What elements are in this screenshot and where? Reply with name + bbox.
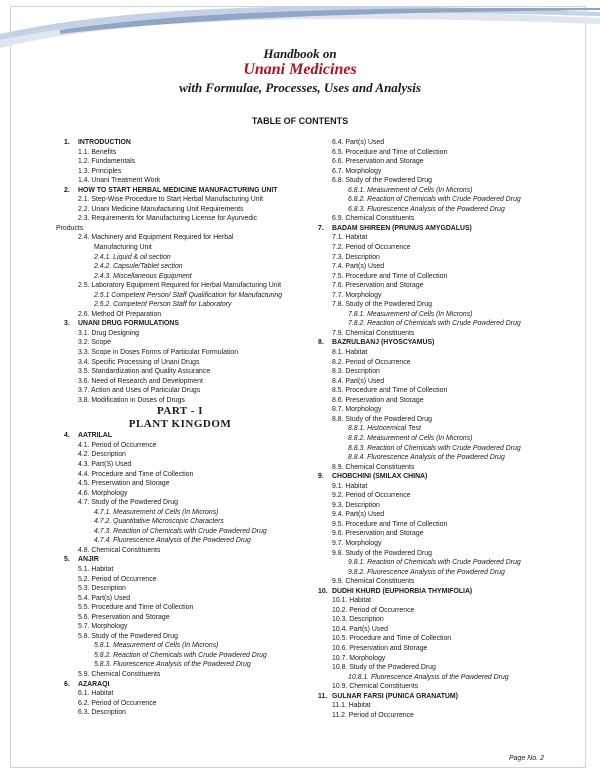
- toc-section[interactable]: 5.8. Study of the Powdered Drug: [78, 632, 178, 640]
- toc-section[interactable]: 2.2. Unani Medicine Manufacturing Unit Requirements: [78, 205, 244, 213]
- toc-section[interactable]: 10.2. Period of Occurrence: [332, 606, 415, 614]
- toc-section[interactable]: 10.6. Preservation and Storage: [332, 644, 428, 652]
- toc-chapter-title: AZARAQI: [78, 680, 110, 688]
- toc-chapter[interactable]: [310, 587, 568, 597]
- toc-section[interactable]: 10.7. Morphology: [332, 654, 386, 662]
- toc-section[interactable]: 9.9. Chemical Constituents: [332, 578, 415, 586]
- toc-section[interactable]: 7.3. Description: [332, 253, 380, 261]
- toc-section[interactable]: 1.2. Fundamentals: [78, 158, 136, 166]
- toc-section[interactable]: 10.4. Part(s) Used: [332, 625, 388, 633]
- toc-chapter-title: ANJIR: [78, 556, 99, 564]
- toc-section[interactable]: 7.4. Part(s) Used: [332, 263, 385, 271]
- toc-section[interactable]: 9.6. Preservation and Storage: [332, 530, 424, 538]
- toc-subsection[interactable]: 5.8.3. Fluorescence Analysis of the Powdered Drug: [94, 661, 251, 669]
- toc-subsection[interactable]: 5.8.2. Reaction of Chemicals with Crude Powdered Drug: [94, 651, 267, 659]
- toc-section[interactable]: 3.1. Drug Designing: [78, 329, 139, 337]
- part-heading: PART - I: [157, 405, 203, 418]
- toc-section[interactable]: 6.1. Habitat: [78, 690, 114, 698]
- toc-section[interactable]: 8.1. Habitat: [332, 349, 368, 357]
- toc-section[interactable]: 5.6. Preservation and Storage: [78, 613, 170, 621]
- toc-subsection[interactable]: 6.8.3. Fluorescence Analysis of the Powdered Drug: [348, 205, 505, 213]
- toc-chapter-title: AATRILAL: [78, 432, 112, 440]
- toc-chapter-title: DUDHI KHURD (EUPHORBIA THYMIFOLIA): [332, 587, 473, 595]
- toc-section[interactable]: 7.8. Study of the Powdered Drug: [332, 301, 432, 309]
- toc-section[interactable]: 4.8. Chemical Constituents: [78, 546, 161, 554]
- toc-section[interactable]: 5.5. Procedure and Time of Collection: [78, 604, 194, 612]
- toc-subsection[interactable]: 6.8.1. Measurement of Cells (In Microns): [348, 186, 473, 194]
- toc-chapter-number: 9.: [318, 473, 324, 481]
- toc-section[interactable]: 4.3. Part(S) Used: [78, 460, 132, 468]
- toc-section[interactable]: 4.7. Study of the Powdered Drug: [78, 499, 178, 507]
- toc-chapter-number: 7.: [318, 224, 324, 232]
- toc-section[interactable]: 10.3. Description: [332, 616, 384, 624]
- toc-chapter-number: 4.: [64, 432, 70, 440]
- toc-chapter[interactable]: [310, 472, 568, 482]
- toc-section[interactable]: 9.8. Study of the Powdered Drug: [332, 549, 432, 557]
- toc-section[interactable]: 5.4. Part(s) Used: [78, 594, 131, 602]
- toc-section[interactable]: 9.1. Habitat: [332, 482, 368, 490]
- toc-section[interactable]: 9.4. Part(s) Used: [332, 511, 385, 519]
- toc-chapter-number: 2.: [64, 186, 70, 194]
- toc-section[interactable]: 4.6. Morphology: [78, 489, 128, 497]
- toc-section[interactable]: 2.5. Laboratory Equipment Required for Herbal Manufacturing Unit: [78, 282, 282, 290]
- toc-section[interactable]: 3.2. Scope: [78, 339, 111, 347]
- toc-chapter-number: 5.: [64, 556, 70, 564]
- toc-chapter-number: 1.: [64, 139, 70, 146]
- toc-chapter-number: 6.: [64, 680, 70, 688]
- toc-section[interactable]: 11.1. Habitat: [332, 702, 371, 710]
- toc-chapter-number: 8.: [318, 339, 324, 347]
- toc-chapter[interactable]: [56, 138, 304, 148]
- toc-section[interactable]: 6.2. Period of Occurrence: [78, 699, 157, 707]
- toc-right-column: [310, 138, 568, 720]
- toc-section[interactable]: 7.5. Procedure and Time of Collection: [332, 272, 448, 280]
- toc-section[interactable]: 4.2. Description: [78, 451, 126, 459]
- toc-chapter[interactable]: [56, 319, 304, 329]
- toc-subsection[interactable]: 8.8.4. Fluorescence Analysis of the Powdered Drug: [348, 454, 505, 462]
- toc-section[interactable]: 10.1. Habitat: [332, 597, 372, 605]
- toc-section[interactable]: 6.7. Morphology: [332, 167, 382, 175]
- toc-subsection[interactable]: 10.8.1. Fluorescence Analysis of the Powdered Drug: [348, 673, 509, 681]
- toc-section[interactable]: 8.3. Description: [332, 368, 380, 376]
- toc-chapter-title: BADAM SHIREEN (PRUNUS AMYGDALUS): [332, 224, 472, 232]
- toc-subsection[interactable]: 8.8.1. Histocemical Test: [348, 425, 421, 433]
- toc-section[interactable]: 4.1. Period of Occurrence: [78, 441, 157, 449]
- toc-section[interactable]: 9.3. Description: [332, 501, 380, 509]
- toc-section[interactable]: 9.7. Morphology: [332, 539, 382, 547]
- toc-section[interactable]: 7.2. Period of Occurrence: [332, 244, 411, 252]
- toc-section[interactable]: 5.3. Description: [78, 585, 126, 593]
- toc-section[interactable]: 1.4. Unani Treatment Work: [78, 177, 161, 185]
- toc-chapter-number: 3.: [64, 320, 70, 328]
- toc-section[interactable]: 5.2. Period of Occurrence: [78, 575, 157, 583]
- toc-chapter[interactable]: [310, 224, 568, 234]
- toc-heading: TABLE OF CONTENTS: [251, 116, 349, 126]
- toc-chapter-title: BAZRULBANJ (HYOSCYAMUS): [332, 339, 435, 347]
- toc-section[interactable]: 5.9. Chemical Constituents: [78, 670, 161, 678]
- toc-subsection[interactable]: 9.8.2. Fluorescence Analysis of the Powdered Drug: [348, 568, 505, 576]
- toc-section[interactable]: 9.5. Procedure and Time of Collection: [332, 520, 448, 528]
- page-number: Page No. 2: [508, 755, 544, 762]
- toc-chapter[interactable]: [56, 431, 304, 441]
- toc-chapter[interactable]: [310, 338, 568, 348]
- toc-left-column: [56, 138, 304, 718]
- toc-section-continuation[interactable]: Products: [56, 224, 84, 232]
- toc-subsection[interactable]: 6.8.2. Reaction of Chemicals with Crude Powdered Drug: [348, 196, 521, 204]
- toc-subsection[interactable]: 9.8.1. Reaction of Chemicals with Crude Powdered Drug: [348, 559, 521, 567]
- toc-section[interactable]: 8.8. Study of the Powdered Drug: [332, 415, 432, 423]
- toc-section[interactable]: 6.5. Procedure and Time of Collection: [332, 148, 448, 156]
- toc-subsection[interactable]: 2.4.1. Liquid & oil section: [94, 253, 171, 261]
- toc-chapter[interactable]: [56, 555, 304, 565]
- toc-section[interactable]: 10.5. Procedure and Time of Collection: [332, 635, 452, 643]
- toc-chapter-title: INTRODUCTION: [78, 139, 131, 146]
- title-line-2: Unani Medicines: [243, 61, 357, 78]
- toc-section[interactable]: 4.4. Procedure and Time of Collection: [78, 470, 194, 478]
- toc-section[interactable]: 5.1. Habitat: [78, 565, 114, 573]
- toc-section[interactable]: 11.2. Period of Occurrence: [332, 711, 414, 719]
- toc-section[interactable]: 3.8. Modification in Doses of Drugs: [78, 396, 185, 404]
- toc-section-continuation[interactable]: Manufacturing Unit: [94, 244, 152, 252]
- toc-section[interactable]: 6.3. Description: [78, 709, 126, 717]
- toc-section[interactable]: 7.9. Chemical Constituents: [332, 329, 415, 337]
- toc-section[interactable]: 6.8. Study of the Powdered Drug: [332, 177, 432, 185]
- toc-section[interactable]: 8.2. Period of Occurrence: [332, 358, 411, 366]
- toc-section[interactable]: 3.4. Specific Processing of Unani Drugs: [78, 358, 200, 366]
- toc-subsection[interactable]: 4.7.2. Quantitative Microscopic Characters: [94, 518, 224, 526]
- toc-section[interactable]: 2.4. Machinery and Equipment Required for Herbal: [78, 234, 234, 242]
- toc-section[interactable]: 8.7. Morphology: [332, 406, 382, 414]
- toc-subsection[interactable]: 7.8.1. Measurement of Cells (In Microns): [348, 310, 473, 318]
- toc-section[interactable]: 7.1. Habitat: [332, 234, 368, 242]
- toc-section[interactable]: 8.5. Procedure and Time of Collection: [332, 387, 448, 395]
- toc-section[interactable]: 7.7. Morphology: [332, 291, 382, 299]
- toc-chapter-title: UNANI DRUG FORMULATIONS: [78, 320, 179, 328]
- toc-chapter-title: HOW TO START HERBAL MEDICINE MANUFACTURING UNIT: [78, 186, 278, 194]
- toc-section[interactable]: 4.5. Preservation and Storage: [78, 480, 170, 488]
- toc-section[interactable]: 2.6. Method Of Preparation: [78, 310, 162, 318]
- toc-section[interactable]: 5.7. Morphology: [78, 623, 128, 631]
- title-line-1: Handbook on: [263, 46, 337, 61]
- toc-section[interactable]: 10.9. Chemical Constituents: [332, 683, 419, 691]
- toc-section[interactable]: 6.9. Chemical Constituents: [332, 215, 415, 223]
- toc-subsection[interactable]: 7.8.2. Reaction of Chemicals with Crude Powdered Drug: [348, 320, 521, 328]
- toc-subsection[interactable]: 2.5.2. Competent Person Staff for Laboratory: [94, 301, 232, 309]
- toc-section[interactable]: 7.6. Preservation and Storage: [332, 282, 424, 290]
- toc-chapter-title: CHOBCHINI (SMILAX CHINA): [332, 473, 428, 481]
- toc-section[interactable]: 8.9. Chemical Constituents: [332, 463, 415, 471]
- toc-section[interactable]: 2.3. Requirements for Manufacturing License for Ayurvedic: [78, 215, 258, 223]
- toc-subsection[interactable]: 8.8.3. Reaction of Chemicals with Crude Powdered Drug: [348, 444, 521, 452]
- toc-subsection[interactable]: 2.5.1 Competent Person/ Staff Qualification for Manufacturing: [94, 291, 283, 299]
- toc-section[interactable]: 3.3. Scope in Doses Forms of Particular Formulation: [78, 349, 239, 357]
- toc-chapter-number: 11.: [318, 692, 328, 700]
- toc-section[interactable]: 3.6. Need of Research and Development: [78, 377, 203, 385]
- toc-chapter[interactable]: [310, 692, 568, 702]
- toc-subsection[interactable]: 4.7.4. Fluorescence Analysis of the Powdered Drug: [94, 537, 251, 545]
- toc-chapter[interactable]: [56, 186, 304, 196]
- toc-chapter-number: 10.: [318, 587, 328, 595]
- toc-subsection[interactable]: 4.7.1. Measurement of Cells (In Microns): [94, 508, 219, 516]
- toc-section[interactable]: 8.4. Part(s) Used: [332, 377, 385, 385]
- part-heading: PLANT KINGDOM: [128, 418, 232, 431]
- toc-section[interactable]: 6.4. Part(s) Used: [332, 139, 385, 146]
- toc-subsection[interactable]: 5.8.1. Measurement of Cells (In Microns): [94, 642, 219, 650]
- toc-subsection[interactable]: 2.4.3. Miscellaneous Equipment: [94, 272, 192, 280]
- toc-section[interactable]: 3.7. Action and Uses of Particular Drugs: [78, 387, 201, 395]
- toc-section[interactable]: 10.8. Study of the Powdered Drug: [332, 664, 436, 672]
- toc-chapter[interactable]: [56, 680, 304, 690]
- toc-section[interactable]: 3.5. Standardization and Quality Assurance: [78, 368, 211, 376]
- toc-section[interactable]: 1.3. Principles: [78, 167, 122, 175]
- toc-section[interactable]: 1.1. Benefits: [78, 148, 117, 156]
- toc-section[interactable]: 2.1. Step-Wise Procedure to Start Herbal Manufacturing Unit: [78, 196, 263, 204]
- toc-section[interactable]: 9.2. Period of Occurrence: [332, 492, 411, 500]
- toc-section[interactable]: 6.6. Preservation and Storage: [332, 158, 424, 166]
- toc-chapter-title: GULNAR FARSI (PUNICA GRANATUM): [332, 692, 458, 700]
- toc-subsection[interactable]: 4.7.3. Reaction of Chemicals with Crude Powdered Drug: [94, 527, 267, 535]
- title-line-3: with Formulae, Processes, Uses and Analysis: [179, 80, 421, 95]
- toc-subsection[interactable]: 8.8.2. Measurement of Cells (In Microns): [348, 434, 473, 442]
- toc-subsection[interactable]: 2.4.2. Capsule/Tablet section: [94, 263, 183, 271]
- toc-section[interactable]: 8.6. Preservation and Storage: [332, 396, 424, 404]
